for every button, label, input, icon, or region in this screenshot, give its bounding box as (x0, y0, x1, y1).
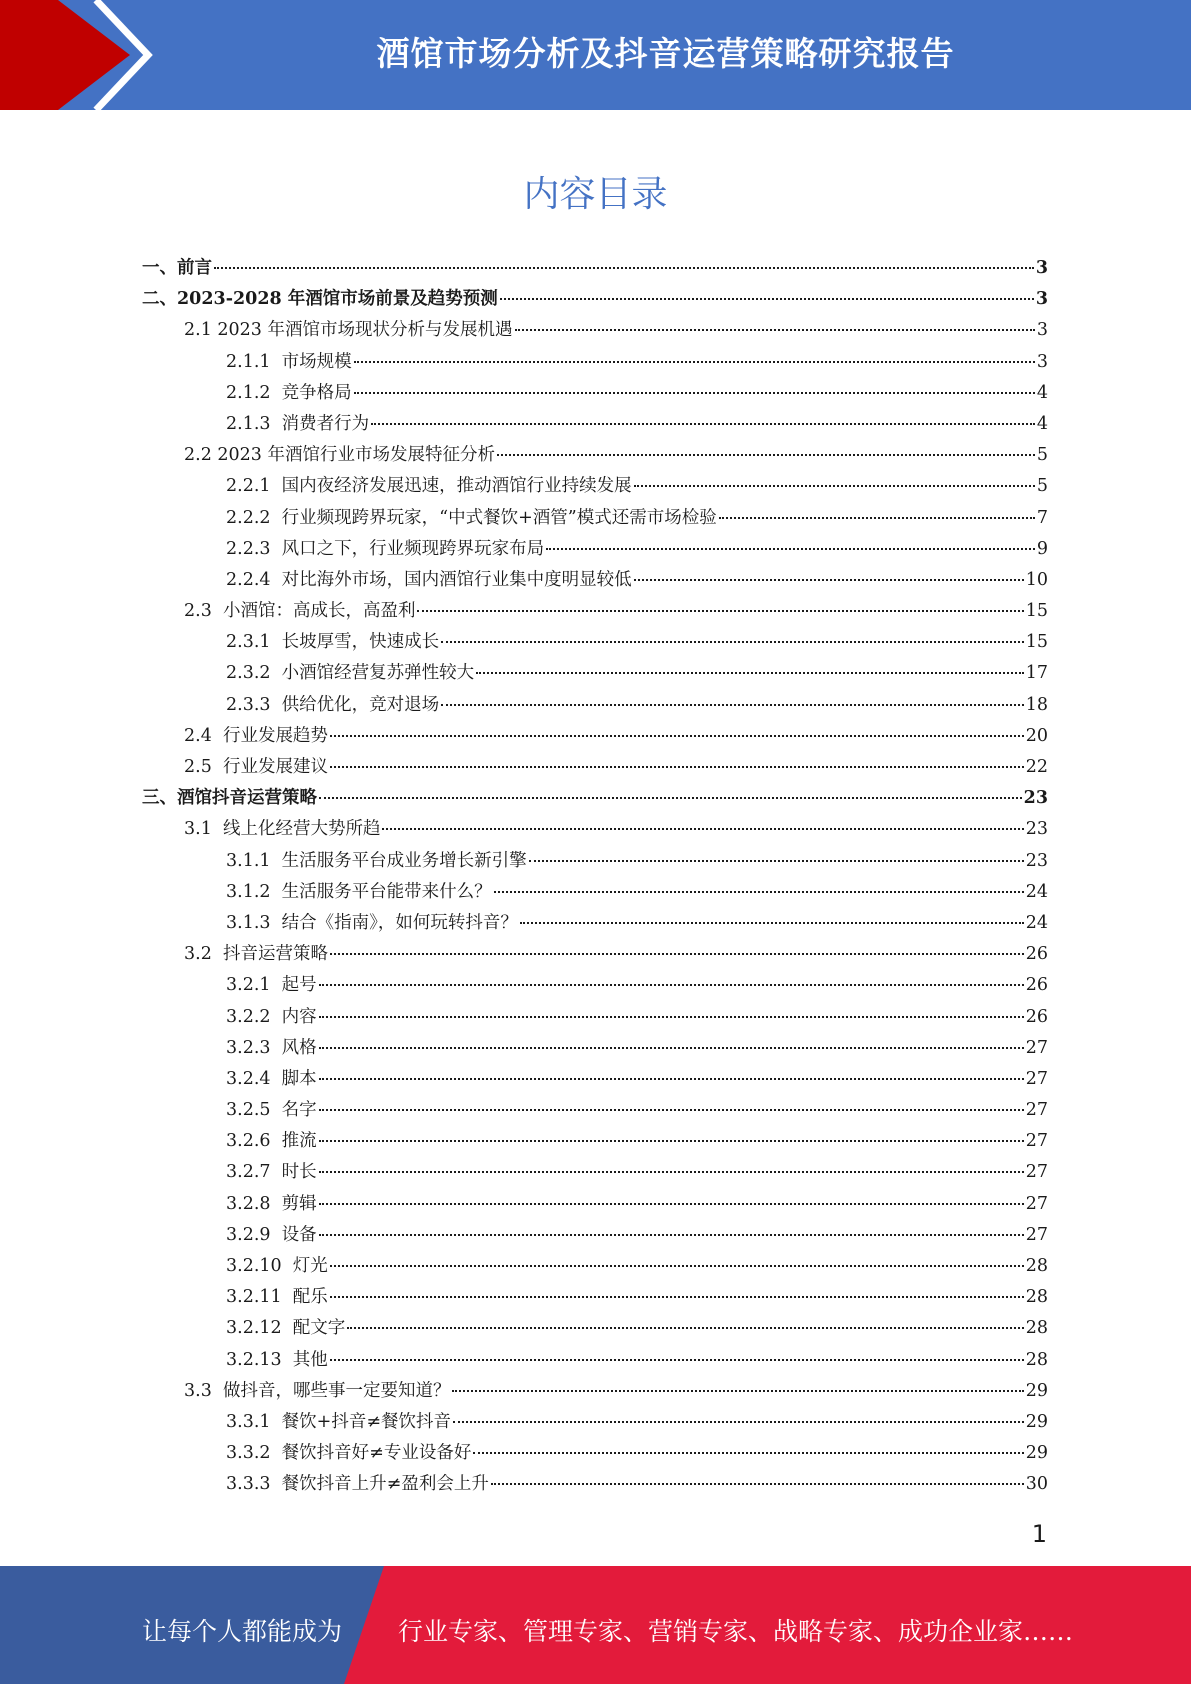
toc-entry-title: 名字 (281, 1100, 317, 1121)
toc-dot-leader (319, 797, 1022, 799)
toc-entry-number: 2.2 (184, 445, 218, 466)
toc-entry-title: 2023 年酒馆市场现状分析与发展机遇 (217, 320, 513, 341)
toc-dot-leader (520, 922, 1024, 924)
toc-entry-title: 对比海外市场，国内酒馆行业集中度明显较低 (281, 569, 632, 590)
toc-entry-number: 3.2.11 (226, 1287, 293, 1308)
toc-entry-number: 2.2.1 (226, 476, 282, 497)
toc-entry-number: 2.3.1 (226, 632, 282, 653)
toc-entry-page: 27 (1025, 1037, 1048, 1058)
toc-dot-leader (319, 1016, 1024, 1018)
toc-entry[interactable] (142, 971, 1048, 1002)
toc-entry-page: 23 (1023, 788, 1048, 809)
toc-entry[interactable] (142, 940, 1048, 971)
toc-entry-page: 29 (1025, 1411, 1048, 1432)
toc-entry-number: 3.1 (184, 819, 223, 840)
toc-dot-leader (319, 1171, 1024, 1173)
toc-entry[interactable] (142, 535, 1048, 566)
toc-entry-number: 2.4 (184, 725, 223, 746)
toc-entry[interactable] (142, 1034, 1048, 1065)
toc-entry[interactable] (142, 722, 1048, 753)
toc-entry[interactable] (142, 254, 1048, 285)
toc-entry-page: 17 (1025, 663, 1048, 684)
page-header (0, 0, 1191, 110)
toc-entry-title: 时长 (281, 1162, 317, 1183)
toc-entry-page: 26 (1025, 944, 1048, 965)
toc-dot-leader (330, 953, 1024, 955)
toc-entry-page: 5 (1036, 445, 1048, 466)
toc-dot-leader (719, 517, 1035, 519)
toc-entry-page: 28 (1025, 1318, 1048, 1339)
toc-entry-page: 26 (1025, 1006, 1048, 1027)
toc-dot-leader (371, 423, 1035, 425)
toc-entry[interactable] (142, 285, 1048, 316)
toc-dot-leader (330, 1296, 1024, 1298)
toc-entry-title: 餐饮抖音好≠专业设备好 (281, 1443, 472, 1464)
toc-entry[interactable] (142, 1346, 1048, 1377)
toc-entry[interactable] (142, 1439, 1048, 1470)
toc-entry-title: 配乐 (292, 1287, 328, 1308)
toc-entry-number: 3.2.2 (226, 1006, 282, 1027)
toc-entry[interactable] (142, 753, 1048, 784)
toc-entry-title: 竞争格局 (281, 382, 352, 403)
toc-entry-number: 3.2.4 (226, 1068, 282, 1089)
toc-entry-title: 生活服务平台成业务增长新引擎 (281, 850, 527, 871)
table-of-contents (142, 254, 1048, 1502)
toc-entry-page: 15 (1025, 632, 1048, 653)
toc-entry-page: 29 (1025, 1380, 1048, 1401)
toc-entry-title: 餐饮+抖音≠餐饮抖音 (281, 1411, 451, 1432)
toc-dot-leader (491, 1483, 1024, 1485)
toc-entry-page: 24 (1025, 881, 1048, 902)
toc-entry[interactable] (142, 1065, 1048, 1096)
toc-dot-leader (319, 1234, 1024, 1236)
toc-entry-page: 28 (1025, 1287, 1048, 1308)
toc-entry[interactable] (142, 1190, 1048, 1221)
toc-entry-title: 国内夜经济发展迅速，推动酒馆行业持续发展 (281, 476, 632, 497)
toc-entry-number: 2.3.2 (226, 663, 282, 684)
toc-entry-number: 2.1 (184, 320, 218, 341)
toc-entry-page: 3 (1036, 351, 1048, 372)
toc-dot-leader (546, 548, 1035, 550)
toc-entry[interactable] (142, 1252, 1048, 1283)
toc-entry[interactable] (142, 691, 1048, 722)
toc-entry-number: 3.1.2 (226, 881, 282, 902)
toc-dot-leader (529, 860, 1024, 862)
toc-entry-page: 7 (1036, 507, 1048, 528)
toc-dot-leader (453, 1421, 1024, 1423)
toc-entry-number: 2.1.3 (226, 413, 282, 434)
toc-entry-number: 3.1.1 (226, 850, 282, 871)
toc-entry-title: 脚本 (281, 1068, 317, 1089)
page-number: 1 (1031, 1520, 1047, 1548)
toc-entry-number: 3.2.10 (226, 1256, 293, 1276)
toc-entry-page: 22 (1025, 757, 1048, 777)
toc-entry-title: 抖音运营策略 (222, 944, 328, 965)
toc-dot-leader (476, 672, 1024, 674)
toc-dot-leader (319, 1109, 1024, 1111)
toc-entry-number: 3.2.13 (226, 1349, 293, 1370)
toc-entry[interactable] (142, 1221, 1048, 1252)
toc-dot-leader (634, 485, 1035, 487)
toc-entry-number: 2.1.1 (226, 351, 282, 372)
toc-entry[interactable] (142, 815, 1048, 846)
toc-entry-page: 26 (1025, 975, 1048, 996)
toc-entry[interactable] (142, 628, 1048, 659)
toc-entry-number: 3.2.6 (226, 1131, 282, 1152)
toc-entry-title: 剪辑 (281, 1193, 317, 1214)
toc-entry-page: 27 (1025, 1100, 1048, 1121)
toc-entry-page: 10 (1025, 569, 1048, 590)
toc-entry-title: 推流 (281, 1131, 317, 1152)
toc-entry-title: 餐饮抖音上升≠盈利会上升 (281, 1474, 489, 1495)
toc-entry-page: 27 (1025, 1131, 1048, 1152)
toc-entry[interactable] (142, 1470, 1048, 1501)
toc-entry-page: 27 (1025, 1162, 1048, 1183)
toc-dot-leader (500, 298, 1034, 300)
toc-entry-number: 三、 (142, 788, 177, 809)
toc-entry-page: 23 (1025, 819, 1048, 840)
toc-entry[interactable] (142, 472, 1048, 503)
toc-dot-leader (330, 1359, 1024, 1361)
toc-entry-number: 2.2.4 (226, 569, 282, 590)
toc-entry[interactable] (142, 847, 1048, 878)
toc-entry-number: 3.3.1 (226, 1411, 282, 1432)
toc-entry-number: 二、 (142, 289, 177, 310)
toc-entry[interactable] (142, 659, 1048, 690)
toc-entry[interactable] (142, 1158, 1048, 1189)
toc-dot-leader (354, 361, 1035, 363)
toc-dot-leader (515, 329, 1035, 331)
toc-entry-title: 风口之下，行业频现跨界玩家布局 (281, 538, 545, 559)
toc-entry[interactable] (142, 1283, 1048, 1314)
toc-entry-title: 风格 (281, 1037, 317, 1058)
footer-slogan-right: 行业专家、管理专家、营销专家、战略专家、成功企业家…… (398, 1617, 1074, 1646)
toc-entry-number: 2.5 (184, 757, 223, 777)
toc-entry-page: 4 (1036, 413, 1048, 434)
toc-entry-title: 设备 (281, 1224, 317, 1245)
toc-entry-number: 3.2.9 (226, 1224, 282, 1245)
toc-entry[interactable] (142, 1408, 1048, 1439)
toc-entry-number: 2.3 (184, 601, 223, 622)
toc-entry-number: 3.3.2 (226, 1443, 282, 1464)
toc-entry-title: 内容 (281, 1006, 317, 1027)
toc-entry[interactable] (142, 1096, 1048, 1127)
toc-dot-leader (354, 392, 1035, 394)
toc-dot-leader (634, 579, 1024, 581)
toc-entry-page: 24 (1025, 912, 1048, 933)
toc-entry[interactable] (142, 909, 1048, 940)
toc-entry-page: 3 (1035, 258, 1048, 278)
toc-entry-title: 消费者行为 (281, 413, 370, 434)
toc-entry-number: 2.2.3 (226, 538, 282, 559)
toc-entry[interactable] (142, 1127, 1048, 1158)
toc-entry-number: 2.3.3 (226, 694, 282, 715)
toc-dot-leader (319, 1203, 1024, 1205)
toc-entry-title: 小酒馆经营复苏弹性较大 (281, 663, 475, 684)
toc-entry-title: 起号 (281, 975, 317, 996)
toc-heading: 内容目录 (523, 174, 668, 215)
toc-dot-leader (319, 1140, 1024, 1142)
toc-entry-page: 9 (1036, 538, 1048, 559)
toc-entry-number: 2.2.2 (226, 507, 282, 528)
toc-entry-page: 15 (1025, 601, 1048, 622)
report-title: 酒馆市场分析及抖音运营策略研究报告 (376, 34, 955, 73)
toc-entry[interactable] (142, 784, 1048, 815)
toc-entry-number: 一、 (142, 258, 177, 278)
toc-dot-leader (330, 1265, 1024, 1267)
toc-dot-leader (319, 1047, 1024, 1049)
toc-entry-title: 长坡厚雪，快速成长 (281, 632, 440, 653)
toc-dot-leader (319, 1078, 1024, 1080)
toc-entry-page: 23 (1025, 850, 1048, 871)
toc-entry-page: 18 (1025, 694, 1048, 715)
toc-entry[interactable] (142, 1314, 1048, 1345)
toc-entry-title: 配文字 (292, 1318, 346, 1339)
toc-dot-leader (417, 610, 1023, 612)
toc-dot-leader (330, 766, 1024, 768)
toc-entry-title: 行业频现跨界玩家，“中式餐饮+酒管”模式还需市场检验 (281, 507, 717, 528)
toc-entry-number: 3.3.3 (226, 1474, 282, 1495)
toc-entry-page: 3 (1036, 320, 1048, 341)
toc-entry-title: 结合《指南》，如何玩转抖音？ (281, 912, 518, 933)
toc-entry-number: 3.3 (184, 1380, 223, 1401)
toc-entry-title: 供给优化，竞对退场 (281, 694, 440, 715)
toc-dot-leader (347, 1327, 1023, 1329)
toc-entry-number: 3.2.7 (226, 1162, 282, 1183)
toc-entry[interactable] (142, 1377, 1048, 1408)
toc-entry[interactable] (142, 379, 1048, 410)
toc-entry[interactable] (142, 597, 1048, 628)
toc-dot-leader (441, 704, 1024, 706)
toc-dot-leader (382, 828, 1023, 830)
toc-dot-leader (214, 267, 1034, 269)
toc-dot-leader (494, 891, 1024, 893)
toc-entry-page: 20 (1025, 725, 1048, 746)
toc-entry-title: 做抖音，哪些事一定要知道？ (222, 1380, 451, 1401)
toc-entry-title: 生活服务平台能带来什么？ (281, 881, 492, 902)
toc-entry-number: 3.2.3 (226, 1037, 282, 1058)
toc-entry[interactable] (142, 1003, 1048, 1034)
toc-entry[interactable] (142, 348, 1048, 379)
toc-entry-title: 灯光 (292, 1256, 328, 1276)
toc-entry-page: 5 (1036, 476, 1048, 497)
toc-entry-title: 酒馆抖音运营策略 (177, 788, 317, 809)
toc-entry[interactable] (142, 878, 1048, 909)
toc-dot-leader (452, 1390, 1023, 1392)
toc-entry-page: 28 (1025, 1349, 1048, 1370)
toc-entry-page: 4 (1036, 382, 1048, 403)
toc-entry-page: 27 (1025, 1068, 1048, 1089)
toc-entry-page: 30 (1025, 1474, 1048, 1495)
toc-dot-leader (330, 735, 1024, 737)
toc-entry-number: 3.2.12 (226, 1318, 293, 1339)
toc-entry[interactable] (142, 316, 1048, 347)
toc-entry-title: 线上化经营大势所趋 (222, 819, 381, 840)
toc-entry-title: 行业发展趋势 (222, 725, 328, 746)
toc-entry-title: 行业发展建议 (222, 757, 328, 777)
toc-entry-number: 3.2.8 (226, 1193, 282, 1214)
toc-dot-leader (497, 454, 1035, 456)
toc-entry-number: 2.1.2 (226, 382, 282, 403)
toc-entry-number: 3.1.3 (226, 912, 282, 933)
toc-entry-page: 29 (1025, 1443, 1048, 1464)
toc-entry-title: 2023-2028 年酒馆市场前景及趋势预测 (177, 289, 498, 310)
toc-entry-page: 28 (1025, 1256, 1048, 1276)
toc-entry[interactable] (142, 504, 1048, 535)
toc-entry-title: 前言 (177, 258, 212, 278)
toc-entry-page: 27 (1025, 1224, 1048, 1245)
toc-entry[interactable] (142, 441, 1048, 472)
toc-entry-number: 3.2 (184, 944, 223, 965)
footer-slogan-left: 让每个人都能成为 (142, 1617, 343, 1646)
toc-entry-number: 3.2.1 (226, 975, 282, 996)
toc-entry-title: 其他 (292, 1349, 328, 1370)
toc-entry[interactable] (142, 410, 1048, 441)
toc-entry-page: 27 (1025, 1193, 1048, 1214)
toc-entry-number: 3.2.5 (226, 1100, 282, 1121)
toc-entry-title: 小酒馆：高成长，高盈利 (222, 601, 416, 622)
toc-entry[interactable] (142, 566, 1048, 597)
toc-dot-leader (319, 984, 1024, 986)
toc-dot-leader (473, 1452, 1023, 1454)
toc-dot-leader (441, 641, 1024, 643)
toc-entry-title: 市场规模 (281, 351, 352, 372)
toc-entry-title: 2023 年酒馆行业市场发展特征分析 (217, 445, 496, 466)
toc-entry-page: 3 (1035, 289, 1048, 310)
